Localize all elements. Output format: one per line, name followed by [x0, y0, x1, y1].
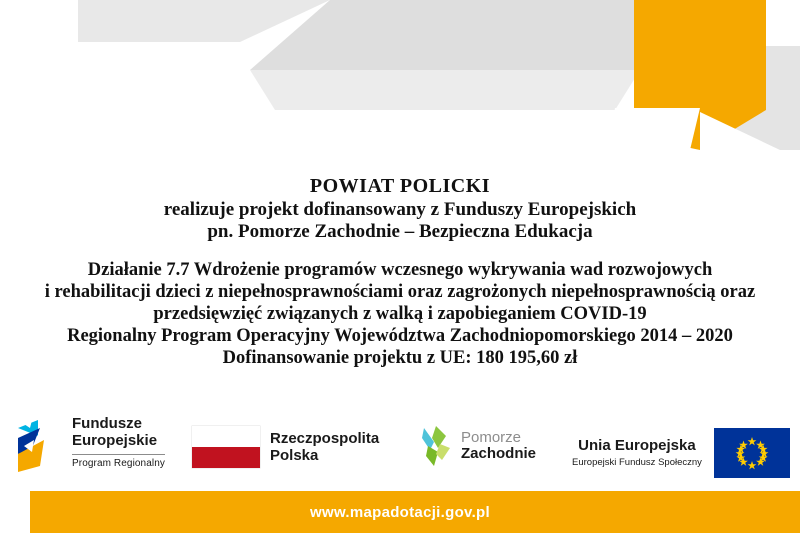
fundusze-europejskie-logo: [18, 414, 165, 472]
ue-subtitle: Europejski Fundusz Społeczny: [572, 457, 702, 469]
spacer: [0, 243, 800, 260]
pomorze-zachodnie-icon: [420, 426, 454, 466]
eu-flag-icon: [714, 428, 790, 478]
fe-line-2: Europejskie: [72, 431, 158, 449]
body-line-2: i rehabilitacji dzieci z niepełnosprawnościami oraz zagrożonych niepełnosprawnością oraz: [44, 282, 756, 303]
fe-subtitle: Program Regionalny: [72, 454, 165, 469]
rzeczpospolita-text: [270, 430, 379, 465]
pz-line-1: Pomorze: [461, 428, 522, 446]
body-line-4: Regionalny Program Operacyjny Województwa Zachodniopomorskiego 2014 – 2020: [67, 325, 733, 346]
body-line-1: Działanie 7.7 Wdrożenie programów wczesnego wykrywania wad rozwojowych: [87, 260, 713, 281]
body-line-5: Dofinansowanie projektu z UE: 180 195,60 zł: [222, 347, 578, 368]
subtitle-line-1: realizuje projekt dofinansowany z Funduszy Europejskich: [163, 198, 637, 220]
fundusze-europejskie-text: [72, 414, 165, 469]
subtitle-line-2: pn. Pomorze Zachodnie – Bezpieczna Edukacja: [207, 221, 593, 242]
fundusze-europejskie-icon: [18, 414, 64, 472]
pomorze-zachodnie-logo: [420, 426, 536, 466]
footer-bar: [0, 491, 800, 533]
unia-europejska-logo: [572, 428, 790, 478]
rzeczpospolita-polska-logo: [192, 426, 379, 468]
poland-flag-icon: [192, 426, 260, 468]
poster-text-block: [0, 175, 800, 370]
ue-line-1: Unia Europejska: [578, 436, 696, 454]
top-decorative-band: [0, 0, 800, 150]
page-title: POWIAT POLICKI: [309, 175, 491, 197]
pomorze-zachodnie-text: [461, 430, 536, 463]
pz-line-2: Zachodnie: [461, 445, 537, 462]
fe-line-1: Fundusze: [72, 415, 142, 432]
footer-url[interactable]: www.mapadotacji.gov.pl: [310, 503, 490, 521]
unia-europejska-text: [572, 438, 702, 469]
rp-line-2: Polska: [270, 447, 319, 464]
logo-row: [0, 408, 800, 488]
rp-line-1: Rzeczpospolita: [270, 429, 380, 447]
body-line-3: przedsięwzięć związanych z walką i zapobieganiem COVID-19: [153, 304, 647, 325]
